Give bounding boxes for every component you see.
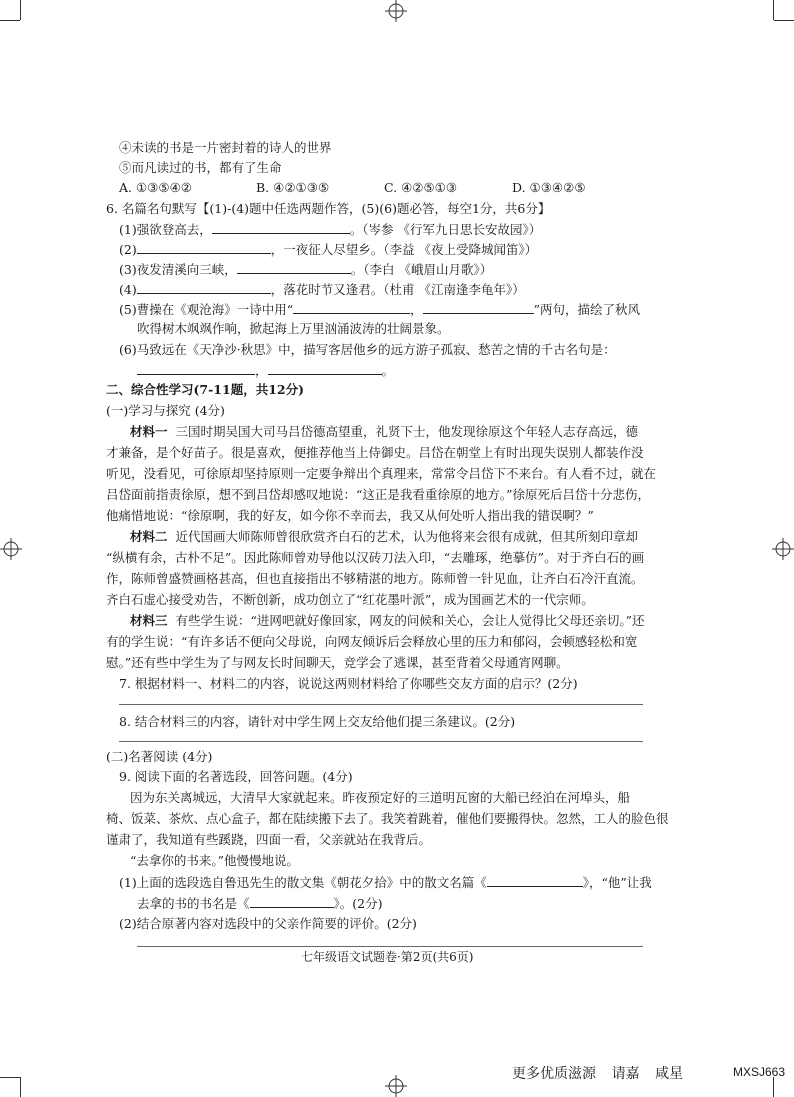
q6-s1-after: 。（岑参 《行军九日思长安故园》） <box>349 222 542 237</box>
question-9: 9. 阅读下面的名著选段，回答问题。(4分) <box>119 769 353 784</box>
q5-option-b[interactable]: B. ④②①③⑤ <box>256 180 330 195</box>
crop-mark-tr-v <box>773 0 774 20</box>
q6-sentence-4 <box>119 279 525 300</box>
q9-passage-line-2: 椅、饭菜、茶炊、点心盒子，都在陆续搬下去了。我笑着跳着，催他们要搬得快。忽然，工人的脸色很 <box>106 811 669 826</box>
question-7: 7. 根据材料一、材料二的内容，说说这两则材料给了你哪些交友方面的启示？(2分) <box>119 676 578 691</box>
q6-s6-sep: ， <box>255 363 268 378</box>
q9-sub1-text-a: (1)上面的选段选自鲁迅先生的散文集《朝花夕拾》中的散文名篇《 <box>119 875 487 890</box>
q6-sentence-1 <box>119 219 541 240</box>
material-2-line-1 <box>130 527 638 547</box>
material-2-line-3: 作，陈师曾盛赞画格甚高，但也直接指出不够精湛的地方。陈师曾一针见血，让齐白石冷汗直流。 <box>106 571 644 586</box>
material-2-label: 材料二 <box>130 529 168 544</box>
q6-s4-blank[interactable] <box>137 279 271 294</box>
q7-answer-line[interactable] <box>119 704 643 705</box>
crop-mark-bl-v <box>20 1077 21 1097</box>
q6-s6-blanks <box>137 360 394 381</box>
promo-code: MXSJ663 <box>733 1065 786 1079</box>
q6-s5-after: ”两句，描绘了秋风 <box>533 302 641 317</box>
q6-s5-line2: 吹得树木飒飒作响，掀起海上万里汹涌波涛的壮阔景象。 <box>137 321 450 336</box>
q6-s4-pre: (4) <box>119 282 137 297</box>
crop-mark-br-v <box>773 1077 774 1097</box>
subsection-2-heading: (二)名著阅读 (4分) <box>106 749 213 764</box>
promo-text-1: 更多优质滋源 <box>512 1065 596 1081</box>
question-8: 8. 结合材料三的内容，请针对中学生网上交友给他们提三条建议。(2分) <box>119 714 516 729</box>
material-3-line-3: 慰。”还有些中学生为了与网友长时间聊天，竞学会了逃课，甚至背着父母通宵网聊。 <box>106 655 569 670</box>
q6-s1-text: (1)强欲登高去， <box>119 222 212 237</box>
q6-sentence-3 <box>119 259 492 280</box>
promo-text-2: 请嘉 <box>611 1065 640 1081</box>
q6-s2-blank[interactable] <box>137 239 271 254</box>
crop-mark-bl-h <box>0 1077 20 1078</box>
q6-s5-blank-2[interactable] <box>423 299 534 314</box>
q5-item-5: ⑤而凡读过的书，都有了生命 <box>119 160 282 175</box>
crop-mark-tr-h <box>774 20 794 21</box>
q8-answer-line[interactable] <box>119 741 643 742</box>
registration-mark-bottom <box>385 1075 407 1097</box>
q6-s5-pre: (5)曹操在《观沧海》一诗中用“ <box>119 302 294 317</box>
q6-s4-after: ，落花时节又逢君。（杜甫 《江南逢李龟年》） <box>270 282 525 297</box>
material-1-line-4: 吕岱面前指责徐原，想不到吕岱却感叹地说：“这正是我看重徐原的地方。”徐原死后吕岱十分悲伤， <box>106 487 651 502</box>
promo-text-3: 咸星 <box>655 1065 684 1081</box>
q5-option-a[interactable]: A. ①③⑤④② <box>119 180 193 195</box>
q6-s3-text: (3)夜发清溪向三峡， <box>119 262 237 277</box>
material-3-text-1: 有些学生说：“进网吧就好像回家，网友的问候和关心，会让人觉得比父母还亲切。”还 <box>175 613 645 628</box>
registration-mark-right <box>772 538 794 560</box>
q6-s1-blank[interactable] <box>212 219 350 234</box>
q6-s5-mid: ， <box>410 302 423 317</box>
registration-mark-top <box>385 0 407 22</box>
q6-s6-blank-2[interactable] <box>268 360 382 375</box>
q5-option-d[interactable]: D. ①③④②⑤ <box>512 180 586 195</box>
q6-sentence-6: (6)马致远在《天净沙·秋思》中，描写客居他乡的远方游子孤寂、愁苦之情的千古名句是： <box>119 342 616 357</box>
q6-heading: 6. 名篇名句默写【(1)-(4)题中任选两题作答，(5)(6)题必答，每空1分，共6分】 <box>106 201 551 216</box>
material-2-text-1: 近代国画大师陈师曾很欣赏齐白石的艺术，认为他将来会很有成就，但其所刻印章却 <box>175 529 638 544</box>
material-2-line-2: “纵横有余，古朴不足”。因此陈师曾劝导他以汉砖刀法入印，“去雕琢，绝摹仿”。对于齐白石的画 <box>106 550 645 565</box>
q9-passage-line-1: 因为东关离城远，大清早大家就起来。昨夜预定好的三道明瓦窗的大船已经泊在河埠头，船 <box>130 790 631 805</box>
material-1-label: 材料一 <box>130 424 168 439</box>
material-1-line-5: 他痛惜地说：“徐原啊，我的好友，如今你不幸而去，我又从何处听人指出我的错误啊？” <box>106 508 594 523</box>
q6-sentence-2 <box>119 239 537 260</box>
crop-mark-tl-v <box>20 0 21 20</box>
subsection-1-heading: (一)学习与探究 (4分) <box>106 403 225 418</box>
q9-passage-line-3: 谨肃了，我知道有些蹊跷，四面一看，父亲就站在我背后。 <box>106 832 432 847</box>
material-1-text-1: 三国时期吴国大司马吕岱德高望重，礼贤下士，他发现徐原这个年轻人志存高远，德 <box>175 424 638 439</box>
material-1-line-2: 才兼备，是个好苗子。很是喜欢，便推荐他当上侍御史。吕岱在朝堂上有时出现失误别人都装作没 <box>106 445 644 460</box>
promo-bar <box>512 1063 683 1083</box>
section-2-heading: 二、综合性学习(7-11题，共12分) <box>106 382 305 397</box>
q6-s6-blank-1[interactable] <box>137 360 255 375</box>
q9-sub1-blank-2[interactable] <box>250 893 334 908</box>
q6-s2-after: ，一夜征人尽望乡。（李益 《夜上受降城闻笛》） <box>270 242 538 257</box>
q9-passage-line-4: “去拿你的书来。”他慢慢地说。 <box>130 853 300 868</box>
material-1-line-1 <box>130 422 638 442</box>
q5-option-c[interactable]: C. ④②⑤①③ <box>384 180 458 195</box>
material-3-line-1 <box>130 611 645 631</box>
q6-s5-blank-1[interactable] <box>293 299 410 314</box>
q6-sentence-5 <box>119 299 640 320</box>
material-3-label: 材料三 <box>130 613 168 628</box>
q9-sub1-text-c: 去拿的书的书名是《 <box>137 896 250 911</box>
q6-s2-pre: (2) <box>119 242 137 257</box>
q6-s6-end: 。 <box>381 363 395 378</box>
q9-sub1-text-b: 》，“他”让我 <box>582 875 652 890</box>
material-2-line-4: 齐白石虚心接受劝告，不断创新，成功创立了“红花墨叶派”，成为国画艺术的一代宗师。 <box>106 592 594 607</box>
q6-s3-blank[interactable] <box>237 259 351 274</box>
q9-sub2: (2)结合原著内容对选段中的父亲作简要的评价。(2分) <box>119 916 417 931</box>
material-1-line-3: 听见，没看见，可徐原却坚持原则一定要争辩出个真理来，常常令吕岱下不来台。有人看不过，就在 <box>106 466 657 481</box>
page-footer: 七年级语文试题卷·第2页(共6页) <box>301 950 474 964</box>
q9-sub1 <box>119 872 652 893</box>
q6-s3-after: 。（李白 《峨眉山月歌》） <box>350 262 493 277</box>
q5-item-4: ④未读的书是一片密封着的诗人的世界 <box>119 140 332 155</box>
material-3-line-2: 有的学生说：“有许多话不便向父母说，向网友倾诉后会释放心里的压力和郁闷，会顿感轻松和宽 <box>106 634 638 649</box>
crop-mark-tl-h <box>0 20 20 21</box>
q9-sub1-text-d: 》。(2分) <box>333 896 383 911</box>
registration-mark-left <box>0 538 22 560</box>
q9-sub1-line2 <box>137 893 382 914</box>
q9-sub1-blank-1[interactable] <box>487 872 583 887</box>
